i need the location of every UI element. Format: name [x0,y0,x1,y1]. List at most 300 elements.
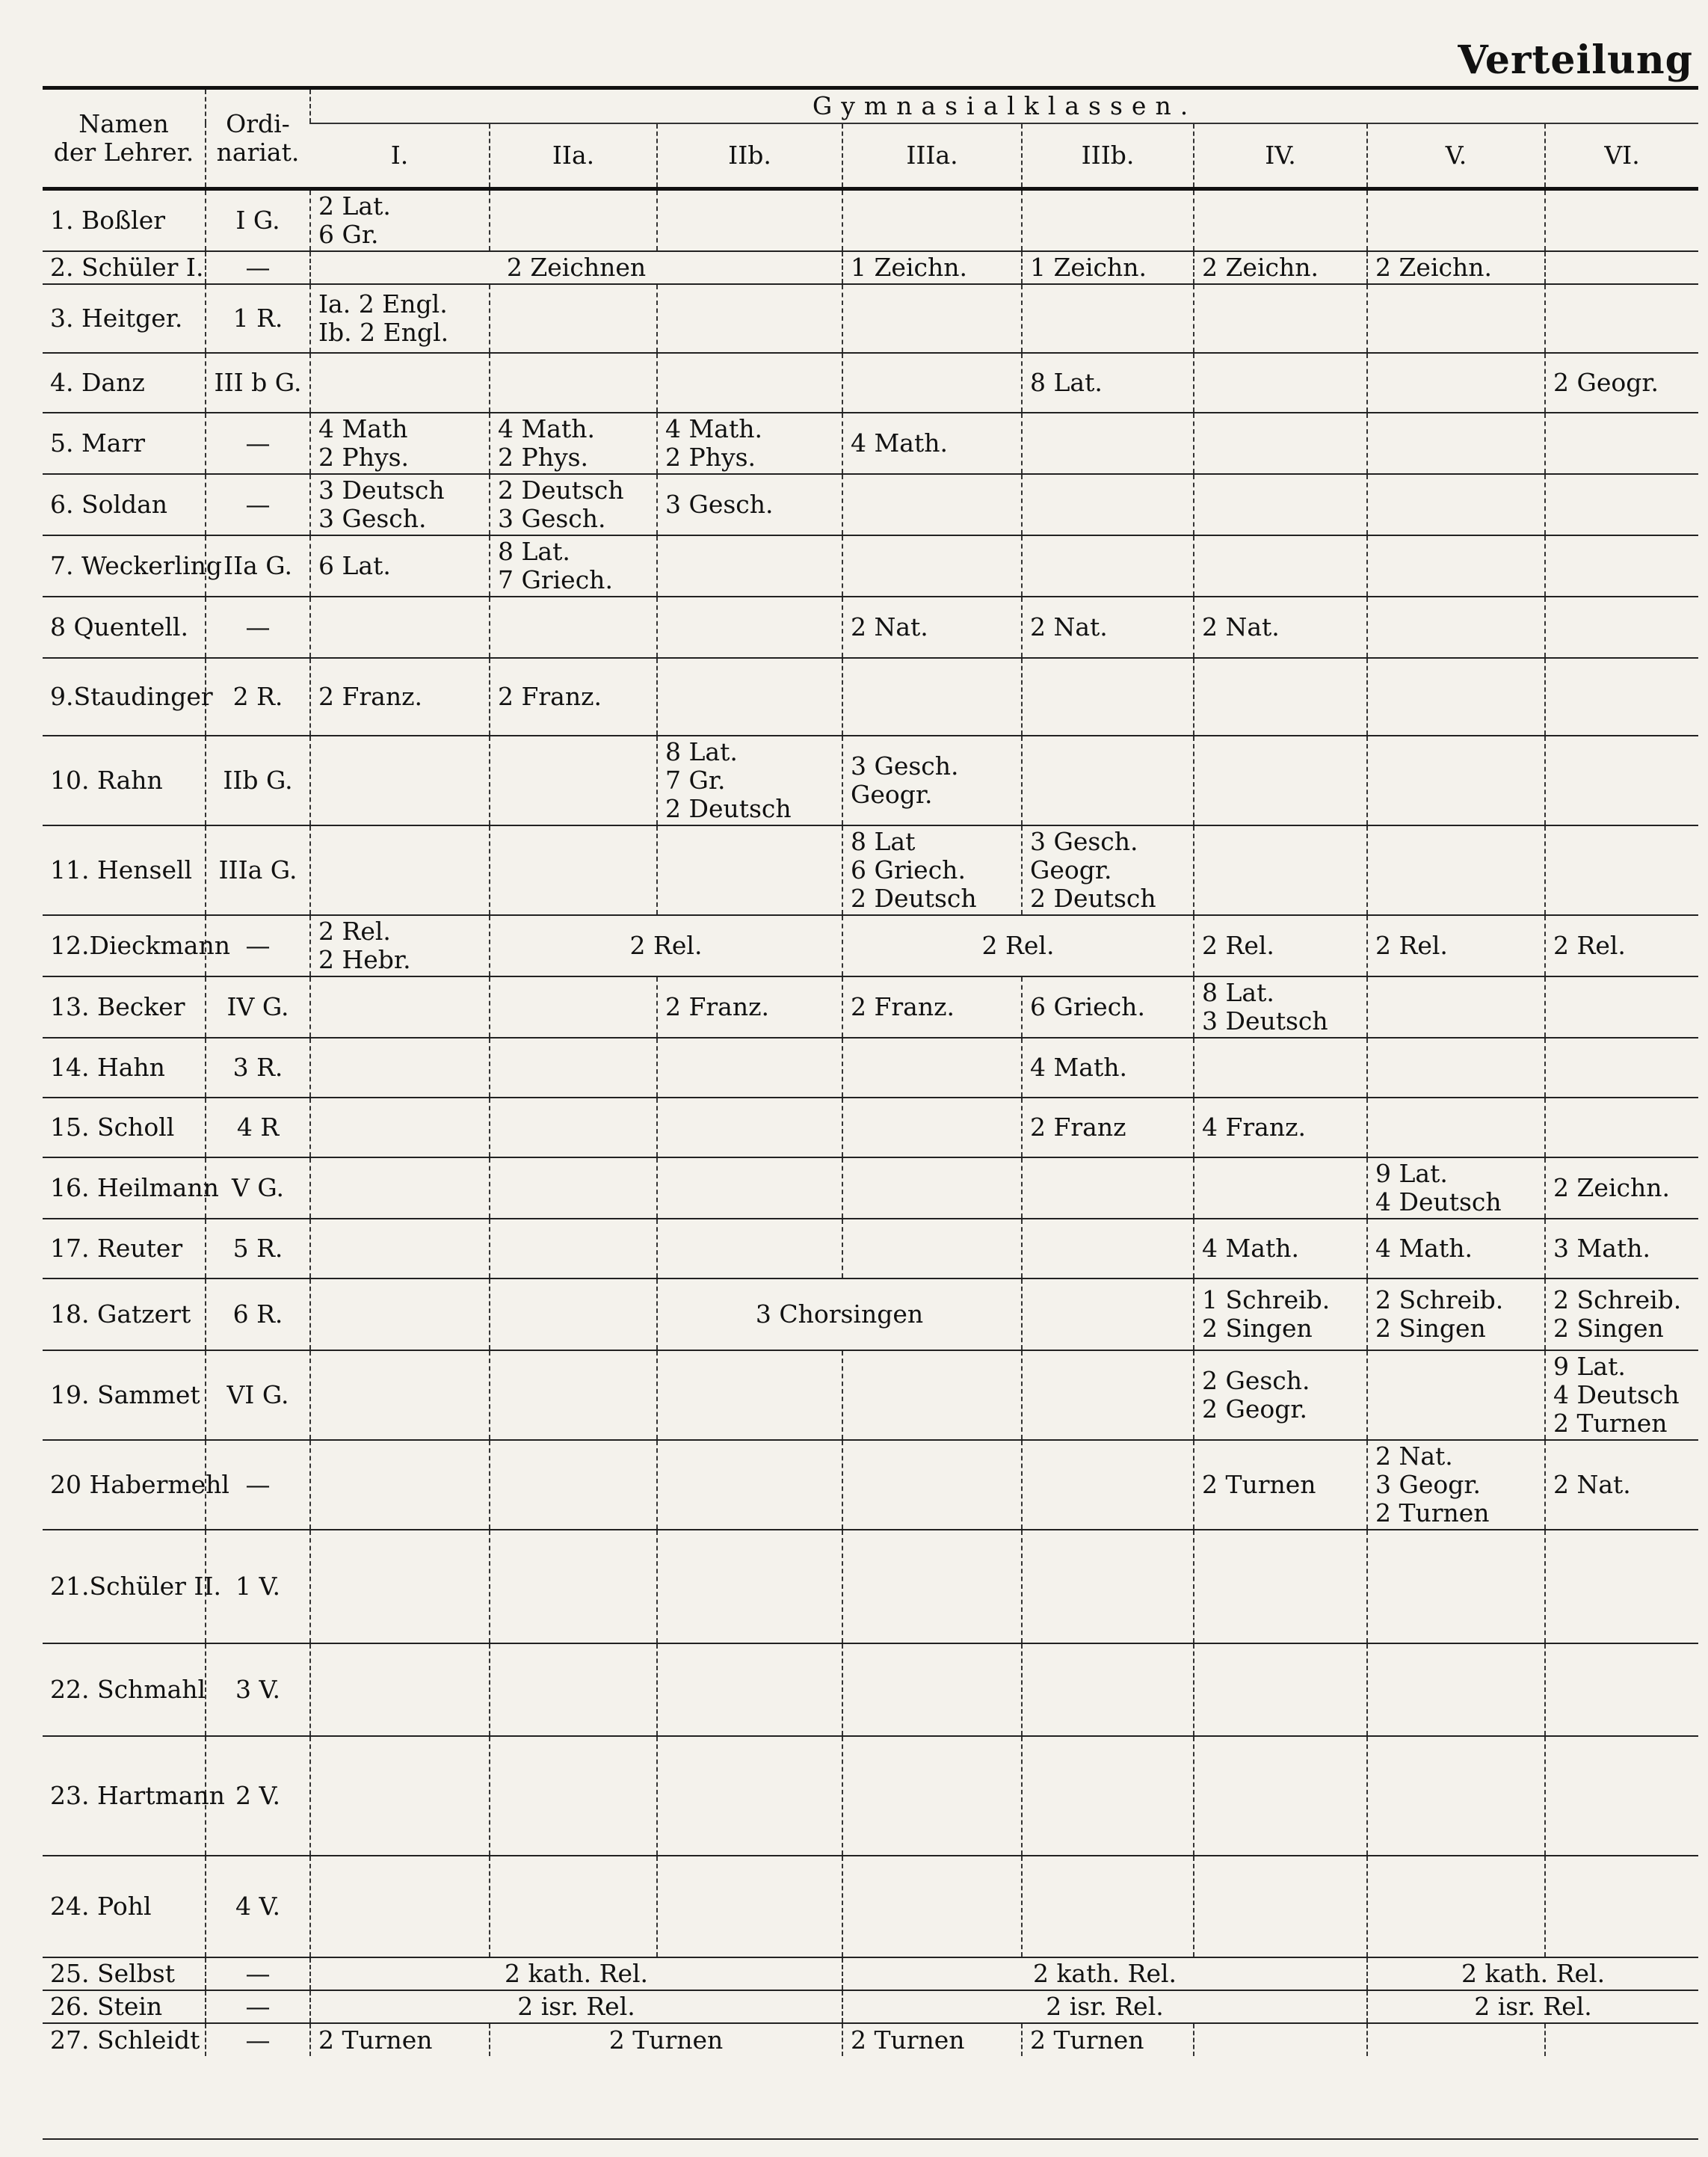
empty-cell [490,1219,657,1278]
empty-cell [310,1038,490,1098]
empty-cell [1367,535,1545,597]
empty-cell [1367,2023,1545,2056]
lesson-cell [657,1278,1022,1350]
teacher-row [43,1736,1698,1856]
lesson-cell [1367,1957,1698,1990]
teacher-row [43,1957,1698,1990]
empty-cell [842,1736,1022,1856]
teacher-row [43,1278,1698,1350]
lesson-entry: 1 Schreib. [1202,1285,1331,1314]
lesson-entry: 2 Rel. [629,931,703,960]
empty-cell [1367,1038,1545,1098]
empty-cell [1367,597,1545,658]
lesson-cell [490,474,657,535]
lesson-entry: 2 Turnen [1202,1470,1316,1499]
teacher-name: 17. Reuter [50,1234,183,1263]
empty-cell [1545,251,1698,284]
lesson-cell [1022,1098,1194,1157]
empty-cell [1194,284,1367,353]
lesson-entry: 2 Nat. [851,612,928,641]
lesson-entry: 2 Schreib. [1553,1285,1682,1314]
lesson-entry: 3 Math. [1553,1234,1650,1263]
empty-cell [842,658,1022,736]
lesson-cell [1367,1157,1545,1219]
lesson-cell [1194,1350,1367,1440]
empty-cell [310,1350,490,1440]
lesson-entry: 3 Gesch. [851,751,959,781]
teacher-row [43,474,1698,535]
empty-cell [842,1098,1022,1157]
teacher-row [43,535,1698,597]
empty-cell [1022,1440,1194,1530]
lesson-entry: 4 Math. [1030,1053,1127,1082]
empty-cell [1545,976,1698,1038]
empty-cell [490,284,657,353]
empty-cell [310,825,490,915]
teacher-row [43,1990,1698,2023]
empty-cell [1194,1736,1367,1856]
lesson-cell [310,915,490,976]
lesson-entry: 4 Math. [851,428,948,458]
lesson-cell [1545,1278,1698,1350]
teacher-name: 12.Dieckmann [50,931,230,960]
lesson-entry: 2 Rel. [318,917,391,946]
empty-cell [1022,1856,1194,1957]
empty-cell [1022,1530,1194,1643]
empty-cell [657,1736,842,1856]
class-header: IIb. [657,123,842,189]
empty-cell [1194,535,1367,597]
lesson-cell [657,474,842,535]
lesson-cell [1545,915,1698,976]
lesson-entry: 8 Lat. [498,537,570,566]
class-header: IIIb. [1022,123,1194,189]
ordinariat-cell: 3 R. [206,1038,310,1098]
lesson-cell [310,2023,490,2056]
class-header: V. [1367,123,1545,189]
empty-cell [1022,474,1194,535]
lesson-cell [1194,915,1367,976]
lesson-entry: 2 Rel. [1375,931,1448,960]
lesson-entry: 1 Zeichn. [1030,253,1147,282]
teacher-name: 6. Soldan [50,490,168,519]
ordinariat-cell: 6 R. [206,1278,310,1350]
teacher-name: 22. Schmahl [50,1675,206,1704]
empty-cell [1545,189,1698,252]
lesson-entry: 2 Turnen [1553,1409,1668,1438]
ordinariat-cell: VI G. [206,1350,310,1440]
teacher-name: 5. Marr [50,428,145,458]
empty-cell [1367,658,1545,736]
empty-cell [310,353,490,413]
lesson-cell [1194,597,1367,658]
lesson-entry: 2 Singen [1202,1314,1313,1343]
empty-cell [490,189,657,252]
lesson-entry: Ia. 2 Engl. [318,289,448,319]
lesson-entry: 2 Deutsch [851,884,977,913]
empty-cell [1367,1856,1545,1957]
lesson-cell [657,736,842,825]
empty-cell [657,1219,842,1278]
teacher-name: 19. Sammet [50,1380,200,1409]
lesson-cell [310,1957,842,1990]
empty-cell [657,1038,842,1098]
lesson-cell [1194,1440,1367,1530]
lesson-entry: 8 Lat. [1030,368,1103,397]
teacher-name: 16. Heilmann [50,1173,219,1202]
lesson-entry: 2 Rel. [1553,931,1626,960]
lesson-cell [1545,1219,1698,1278]
empty-cell [657,1440,842,1530]
empty-cell [842,1856,1022,1957]
lesson-entry: Geogr. [851,780,933,809]
lesson-entry: 4 Math. [498,414,595,443]
empty-cell [1545,597,1698,658]
lesson-entry: Geogr. [1030,855,1112,884]
empty-cell [657,189,842,252]
ordinariat-cell: — [206,474,310,535]
empty-cell [490,1736,657,1856]
lesson-cell [842,976,1022,1038]
lesson-cell [490,2023,842,2056]
empty-cell [842,1038,1022,1098]
teacher-row [43,1856,1698,1957]
empty-cell [490,1157,657,1219]
teacher-name: 4. Danz [50,368,145,397]
teacher-name: 8 Quentell. [50,612,188,641]
lesson-entry: 2 Turnen [1375,1498,1490,1527]
lesson-entry: 2 Zeichn. [1202,253,1319,282]
ordinariat-cell: 5 R. [206,1219,310,1278]
empty-cell [1367,736,1545,825]
ordinariat-cell: — [206,251,310,284]
lesson-cell [1367,251,1545,284]
empty-cell [657,1530,842,1643]
empty-cell [310,1530,490,1643]
teacher-row [43,413,1698,474]
empty-cell [657,535,842,597]
lesson-entry: 2 kath. Rel. [1461,1959,1606,1988]
bottom-rule [43,2138,1698,2140]
empty-cell [310,1643,490,1736]
lesson-entry: 2 Zeichn. [1553,1173,1670,1202]
lesson-cell [842,825,1022,915]
lesson-cell [842,1957,1367,1990]
empty-cell [1545,535,1698,597]
lesson-entry: 2 Geogr. [1202,1394,1308,1424]
ordinariat-cell: — [206,1990,310,2023]
lesson-entry: 2 Rel. [1202,931,1274,960]
lesson-cell [490,915,842,976]
lesson-entry: 3 Deutsch [318,476,445,505]
lesson-cell [1022,825,1194,915]
empty-cell [1194,1856,1367,1957]
teacher-row [43,1643,1698,1736]
lesson-cell [1367,1440,1545,1530]
lesson-entry: 3 Gesch. [1030,827,1138,856]
empty-cell [842,1643,1022,1736]
empty-cell [1022,1219,1194,1278]
empty-cell [490,736,657,825]
lesson-entry: 2 Turnen [851,2025,965,2055]
class-header: IV. [1194,123,1367,189]
teacher-row [43,1350,1698,1440]
lesson-entry: 4 Math. [1375,1234,1473,1263]
lesson-entry: 4 Math. [665,414,762,443]
empty-cell [1194,736,1367,825]
empty-cell [310,1219,490,1278]
empty-cell [1194,825,1367,915]
lesson-entry: 2 Turnen [608,2025,724,2055]
empty-cell [490,1440,657,1530]
empty-cell [310,1157,490,1219]
teacher-row [43,1530,1698,1643]
lesson-entry: 4 Deutsch [1375,1187,1502,1216]
teacher-row [43,915,1698,976]
page-title: Verteilung [1458,37,1693,83]
lesson-entry: 4 Deutsch [1553,1380,1680,1409]
lesson-entry: 2 Singen [1375,1314,1486,1343]
empty-cell [1367,189,1545,252]
lesson-cell [1367,1990,1698,2023]
lesson-entry: 4 Math [318,414,408,443]
teacher-row [43,284,1698,353]
empty-cell [1022,1736,1194,1856]
lesson-entry: 2 Franz. [498,682,602,711]
empty-cell [1022,413,1194,474]
empty-cell [1367,1643,1545,1736]
teacher-row [43,597,1698,658]
teacher-rows [43,189,1698,2057]
empty-cell [490,1278,657,1350]
teacher-row [43,251,1698,284]
empty-cell [1194,1157,1367,1219]
class-header: VI. [1545,123,1698,189]
lesson-entry: 2 Deutsch [1030,884,1156,913]
empty-cell [1367,825,1545,915]
empty-cell [1022,189,1194,252]
lesson-entry: 9 Lat. [1553,1352,1626,1381]
teacher-row [43,353,1698,413]
ordinariat-header: Ordi- nariat. [206,88,310,189]
class-header: IIa. [490,123,657,189]
teacher-row [43,1219,1698,1278]
lesson-cell [1022,353,1194,413]
empty-cell [657,353,842,413]
lesson-cell [1194,251,1367,284]
empty-cell [657,597,842,658]
teacher-name: 26. Stein [50,1992,163,2021]
lesson-cell [657,976,842,1038]
empty-cell [657,1098,842,1157]
empty-cell [1367,284,1545,353]
ordinariat-cell: IIa G. [206,535,310,597]
empty-cell [1367,1350,1545,1440]
teacher-name: 14. Hahn [50,1053,165,1082]
empty-cell [657,1350,842,1440]
lesson-entry: 3 Gesch. [318,504,427,533]
lesson-entry: 3 Chorsingen [755,1299,924,1329]
lesson-entry: 2 kath. Rel. [1032,1959,1177,1988]
lesson-cell [1545,1350,1698,1440]
empty-cell [310,1736,490,1856]
lesson-entry: 2 Nat. [1553,1470,1631,1499]
lesson-cell [842,736,1022,825]
lesson-cell [1367,1219,1545,1278]
empty-cell [842,189,1022,252]
lesson-cell [842,251,1022,284]
empty-cell [1367,1736,1545,1856]
lesson-entry: 4 Franz. [1202,1113,1306,1142]
empty-cell [842,535,1022,597]
empty-cell [1194,413,1367,474]
empty-cell [1545,1736,1698,1856]
class-header: I. [390,141,409,170]
ordinariat-cell: — [206,597,310,658]
lesson-entry: 6 Gr. [318,220,379,249]
empty-cell [657,1157,842,1219]
empty-cell [1022,736,1194,825]
lesson-cell [310,474,490,535]
empty-cell [842,474,1022,535]
empty-cell [1545,284,1698,353]
lesson-cell [310,189,490,252]
lesson-entry: 8 Lat. [665,737,738,766]
lesson-entry: 2 Phys. [498,443,589,472]
ordinariat-cell: 4 R [206,1098,310,1157]
lesson-cell [490,535,657,597]
lesson-entry: 2 Zeichn. [1375,253,1492,282]
lesson-cell [657,413,842,474]
empty-cell [1545,413,1698,474]
empty-cell [490,1530,657,1643]
lesson-entry: 2 Phys. [665,443,756,472]
lesson-entry: 2 Franz [1030,1113,1126,1142]
teacher-name: 23. Hartmann [50,1781,225,1810]
empty-cell [490,825,657,915]
empty-cell [1194,2023,1367,2056]
lesson-entry: 2 Geogr. [1553,368,1659,397]
ordinariat-cell: 1 R. [206,284,310,353]
empty-cell [657,1643,842,1736]
empty-cell [1022,658,1194,736]
empty-cell [1545,474,1698,535]
lesson-entry: 9 Lat. [1375,1159,1448,1188]
ordinariat-cell: IIIa G. [206,825,310,915]
empty-cell [1545,1530,1698,1643]
empty-cell [1545,1098,1698,1157]
lesson-cell [310,535,490,597]
empty-cell [1194,1038,1367,1098]
lesson-cell [310,658,490,736]
lesson-cell [1545,353,1698,413]
empty-cell [1367,353,1545,413]
lesson-cell [1545,1157,1698,1219]
empty-cell [657,284,842,353]
lesson-entry: 3 Gesch. [498,504,606,533]
lesson-cell [1194,1098,1367,1157]
empty-cell [842,1530,1022,1643]
lesson-entry: 8 Lat. [1202,978,1274,1007]
teacher-name: 24. Pohl [50,1892,152,1921]
empty-cell [490,353,657,413]
empty-cell [310,597,490,658]
empty-cell [1367,413,1545,474]
lesson-cell [310,284,490,353]
lesson-entry: 2 isr. Rel. [517,1992,635,2021]
empty-cell [1194,1643,1367,1736]
ordinariat-cell: — [206,1957,310,1990]
lesson-cell [1022,251,1194,284]
lesson-entry: 2 Zeichnen [506,253,647,282]
lesson-entry: 2 Franz. [665,992,769,1021]
empty-cell [1022,284,1194,353]
ordinariat-cell: 1 V. [206,1530,310,1643]
empty-cell [842,1219,1022,1278]
empty-cell [842,1440,1022,1530]
lesson-entry: 3 Deutsch [1202,1006,1328,1036]
lesson-entry: 2 Deutsch [498,476,624,505]
teacher-row [43,736,1698,825]
lesson-entry: 2 Hebr. [318,945,411,974]
teacher-row [43,1038,1698,1098]
lesson-cell [842,597,1022,658]
teacher-name: 11. Hensell [50,855,193,884]
empty-cell [1367,474,1545,535]
ordinariat-cell: — [206,1440,310,1530]
empty-cell [490,1856,657,1957]
lesson-entry: 7 Griech. [498,565,613,594]
lesson-cell [1022,597,1194,658]
lesson-entry: 2 Phys. [318,443,410,472]
empty-cell [1367,976,1545,1038]
lesson-cell [842,915,1194,976]
lesson-entry: 2 kath. Rel. [504,1959,649,1988]
empty-cell [1022,1278,1194,1350]
lesson-cell [1545,1440,1698,1530]
lesson-cell [1194,976,1367,1038]
lesson-entry: 2 Lat. [318,191,391,221]
empty-cell [1545,658,1698,736]
empty-cell [490,1098,657,1157]
teacher-name: 1. Boßler [50,206,165,235]
teacher-name: 25. Selbst [50,1959,175,1988]
lesson-entry: 2 Gesch. [1202,1366,1310,1395]
empty-cell [1194,189,1367,252]
empty-cell [1194,353,1367,413]
lesson-entry: 6 Griech. [1030,992,1145,1021]
class-header: IIIa. [842,123,1022,189]
empty-cell [1022,1643,1194,1736]
ordinariat-cell: — [206,413,310,474]
teacher-row [43,825,1698,915]
lesson-cell [1367,915,1545,976]
lesson-entry: 2 Schreib. [1375,1285,1504,1314]
empty-cell [310,736,490,825]
teacher-name: 2. Schüler I. [50,253,204,282]
lesson-entry: 2 isr. Rel. [1474,1992,1592,2021]
ordinariat-cell: 3 V. [206,1643,310,1736]
empty-cell [1545,1856,1698,1957]
empty-cell [1194,474,1367,535]
lesson-entry: 2 Turnen [318,2025,433,2055]
ordinariat-cell: — [206,2023,310,2056]
ordinariat-cell: 4 V. [206,1856,310,1957]
empty-cell [1367,1530,1545,1643]
empty-cell [490,976,657,1038]
empty-cell [490,1038,657,1098]
distribution-table [43,86,1698,2056]
